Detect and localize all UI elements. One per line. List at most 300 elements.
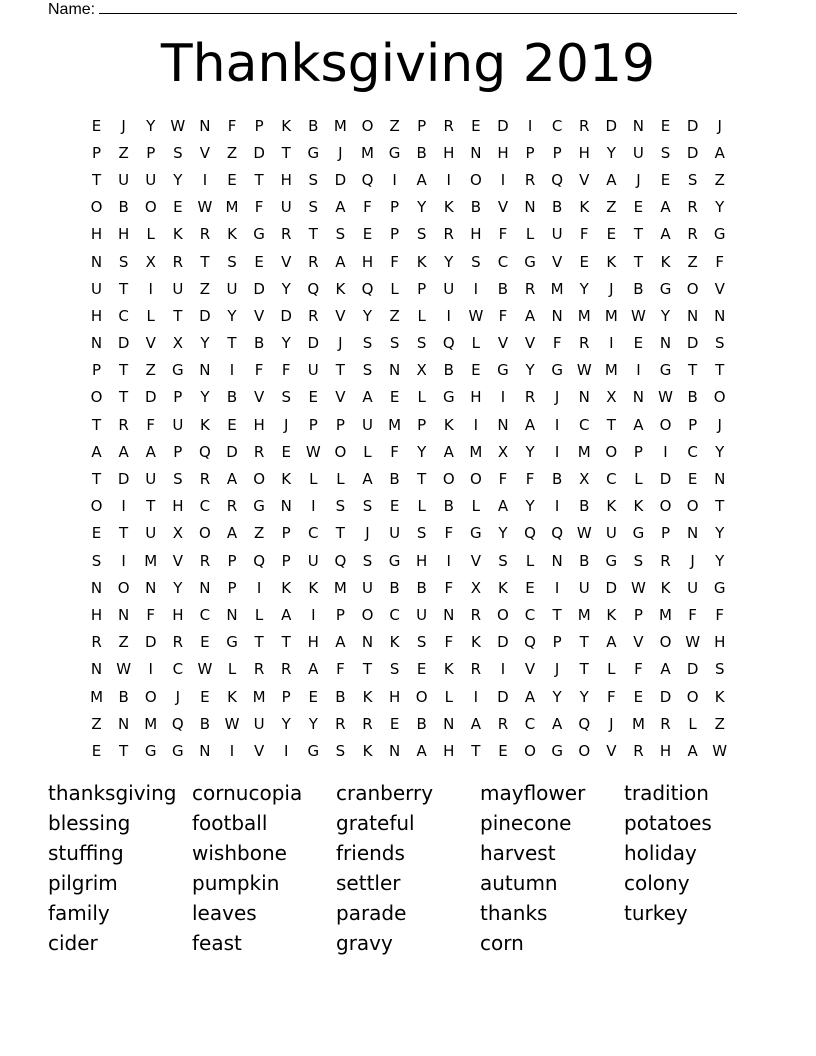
grid-letter[interactable]: V [253,306,265,325]
grid-letter[interactable]: Z [226,143,238,162]
grid-letter[interactable]: Y [173,170,183,189]
grid-letter[interactable]: S [416,633,427,652]
grid-letter[interactable]: M [144,714,158,733]
grid-letter[interactable]: S [362,551,373,570]
grid-letter[interactable]: D [117,334,130,353]
grid-letter[interactable]: Q [253,551,266,570]
grid-letter[interactable]: R [199,225,211,244]
grid-letter[interactable]: G [713,578,726,597]
grid-letter[interactable]: Y [362,306,373,325]
grid-letter[interactable]: J [554,388,560,407]
grid-letter[interactable]: N [470,143,482,162]
grid-letter[interactable]: R [687,198,698,217]
grid-letter[interactable]: E [687,470,698,489]
grid-letter[interactable]: T [281,633,291,652]
grid-letter[interactable]: A [524,306,536,325]
grid-letter[interactable]: B [497,279,509,298]
grid-letter[interactable]: B [551,470,563,489]
grid-letter[interactable]: U [605,524,617,543]
grid-letter[interactable]: V [524,660,536,679]
grid-letter[interactable]: J [690,551,695,570]
grid-letter[interactable]: D [334,170,347,189]
grid-letter[interactable]: R [172,633,184,652]
grid-letter[interactable]: U [578,578,590,597]
grid-letter[interactable]: N [388,741,401,760]
grid-letter[interactable]: D [226,442,238,461]
grid-letter[interactable]: T [715,361,725,380]
grid-letter[interactable]: C [497,252,509,271]
grid-letter[interactable]: K [308,578,319,597]
grid-letter[interactable]: P [227,578,237,597]
grid-letter[interactable]: L [688,714,697,733]
grid-letter[interactable]: T [606,415,616,434]
grid-letter[interactable]: B [335,687,346,706]
grid-letter[interactable]: N [714,470,726,489]
grid-letter[interactable]: R [118,415,129,434]
grid-letter[interactable]: M [577,306,591,325]
grid-letter[interactable]: H [361,252,374,271]
grid-letter[interactable]: R [172,252,184,271]
grid-letter[interactable]: O [334,442,347,461]
grid-letter[interactable]: J [338,143,343,162]
grid-letter[interactable]: H [90,605,103,624]
grid-letter[interactable]: O [497,605,509,624]
grid-letter[interactable]: T [119,388,129,407]
grid-letter[interactable]: S [416,225,427,244]
grid-letter[interactable]: M [252,687,266,706]
grid-letter[interactable]: N [90,334,103,353]
grid-letter[interactable]: X [470,578,481,597]
grid-letter[interactable]: Y [308,714,318,733]
grid-letter[interactable]: D [497,633,509,652]
grid-letter[interactable]: B [253,334,265,353]
grid-letter[interactable]: K [660,252,671,271]
grid-letter[interactable]: F [552,334,562,353]
grid-letter[interactable]: F [254,361,264,380]
grid-letter[interactable]: E [471,116,481,135]
grid-letter[interactable]: O [144,198,157,217]
grid-letter[interactable]: F [444,633,454,652]
grid-letter[interactable]: N [551,306,563,325]
grid-letter[interactable]: G [226,633,238,652]
name-field[interactable] [48,0,737,19]
grid-letter[interactable]: N [686,524,699,543]
grid-letter[interactable]: I [663,442,668,461]
grid-letter[interactable]: A [606,170,617,189]
grid-letter[interactable]: G [524,252,536,271]
grid-letter[interactable]: H [659,741,672,760]
grid-letter[interactable]: O [659,415,672,434]
grid-letter[interactable]: I [392,170,397,189]
grid-letter[interactable]: I [500,388,506,407]
grid-letter[interactable]: S [362,497,373,516]
grid-letter[interactable]: D [686,143,699,162]
grid-letter[interactable]: U [118,170,130,189]
grid-letter[interactable]: F [498,470,508,489]
grid-letter[interactable]: Y [525,361,535,380]
grid-letter[interactable]: V [524,334,536,353]
grid-letter[interactable]: X [497,442,509,461]
grid-letter[interactable]: Y [525,497,535,516]
grid-letter[interactable]: Y [579,279,589,298]
grid-letter[interactable]: L [471,497,481,516]
grid-letter[interactable]: A [524,415,536,434]
grid-letter[interactable]: N [199,361,211,380]
grid-letter[interactable]: W [712,741,728,760]
grid-letter[interactable]: H [90,225,103,244]
grid-letter[interactable]: T [254,170,264,189]
grid-letter[interactable]: H [118,225,130,244]
grid-letter[interactable]: K [362,741,373,760]
grid-letter[interactable]: O [713,388,726,407]
grid-letter[interactable]: L [525,225,535,244]
grid-letter[interactable]: I [229,741,235,760]
grid-letter[interactable]: U [416,605,428,624]
grid-letter[interactable]: A [335,198,346,217]
grid-letter[interactable]: P [417,415,427,434]
grid-letter[interactable]: E [227,170,237,189]
grid-letter[interactable]: I [446,306,451,325]
grid-letter[interactable]: E [389,497,400,516]
grid-letter[interactable]: H [90,306,103,325]
grid-letter[interactable]: N [632,116,645,135]
grid-letter[interactable]: P [525,143,535,162]
grid-letter[interactable]: V [579,170,590,189]
grid-letter[interactable]: C [524,605,536,624]
grid-letter[interactable]: R [660,714,671,733]
grid-letter[interactable]: I [473,687,479,706]
grid-letter[interactable]: V [470,551,481,570]
grid-letter[interactable]: X [416,361,427,380]
grid-letter[interactable]: R [579,334,590,353]
grid-letter[interactable]: F [579,225,589,244]
grid-letter[interactable]: I [202,170,208,189]
grid-letter[interactable]: Y [444,252,454,271]
grid-letter[interactable]: G [253,225,265,244]
grid-letter[interactable]: R [280,660,292,679]
grid-letter[interactable]: R [253,442,265,461]
grid-letter[interactable]: I [256,578,262,597]
grid-letter[interactable]: B [389,470,400,489]
grid-letter[interactable]: D [686,334,699,353]
grid-letter[interactable]: O [199,524,211,543]
grid-letter[interactable]: W [576,361,592,380]
grid-letter[interactable]: O [605,442,618,461]
grid-letter[interactable]: V [714,279,725,298]
grid-letter[interactable]: D [497,116,509,135]
grid-letter[interactable]: O [415,687,428,706]
grid-letter[interactable]: K [498,578,508,597]
grid-letter[interactable]: K [443,415,454,434]
grid-letter[interactable]: T [200,252,210,271]
grid-letter[interactable]: R [308,252,319,271]
grid-letter[interactable]: K [660,578,671,597]
grid-letter[interactable]: I [311,605,316,624]
grid-letter[interactable]: U [687,578,699,597]
grid-letter[interactable]: K [362,687,373,706]
grid-letter[interactable]: V [497,198,509,217]
grid-letter[interactable]: M [333,578,347,597]
grid-letter[interactable]: Z [145,361,156,380]
grid-letter[interactable]: G [307,741,320,760]
grid-letter[interactable]: L [336,470,345,489]
grid-letter[interactable]: S [308,170,319,189]
grid-letter[interactable]: V [145,334,156,353]
grid-letter[interactable]: D [280,306,292,325]
grid-letter[interactable]: F [146,605,156,624]
grid-letter[interactable]: P [688,415,698,434]
grid-letter[interactable]: N [199,741,211,760]
grid-letter[interactable]: T [281,143,291,162]
grid-letter[interactable]: P [335,415,345,434]
grid-letter[interactable]: O [578,741,591,760]
grid-letter[interactable]: A [660,660,671,679]
grid-letter[interactable]: F [146,415,156,434]
grid-letter[interactable]: A [362,470,373,489]
grid-letter[interactable]: D [307,334,320,353]
grid-letter[interactable]: N [714,306,726,325]
name-underline[interactable] [99,0,737,14]
grid-letter[interactable]: P [633,605,643,624]
grid-letter[interactable]: U [307,361,319,380]
grid-letter[interactable]: A [335,633,346,652]
grid-letter[interactable]: Z [606,198,617,217]
grid-letter[interactable]: J [365,524,370,543]
grid-letter[interactable]: W [170,116,186,135]
grid-letter[interactable]: R [497,714,509,733]
grid-letter[interactable]: Z [687,252,698,271]
grid-letter[interactable]: E [91,116,102,135]
grid-letter[interactable]: A [552,714,563,733]
grid-letter[interactable]: R [687,225,698,244]
grid-letter[interactable]: A [687,741,698,760]
grid-letter[interactable]: U [389,524,401,543]
grid-letter[interactable]: K [172,225,183,244]
grid-letter[interactable]: T [579,660,589,679]
grid-letter[interactable]: N [497,415,509,434]
grid-letter[interactable]: P [390,198,400,217]
grid-letter[interactable]: E [308,388,319,407]
grid-letter[interactable]: N [280,497,292,516]
grid-letter[interactable]: X [172,334,183,353]
grid-letter[interactable]: J [717,415,722,434]
grid-letter[interactable]: A [606,633,617,652]
grid-letter[interactable]: P [390,225,400,244]
grid-letter[interactable]: Q [524,633,536,652]
grid-letter[interactable]: N [199,578,211,597]
grid-letter[interactable]: P [173,388,183,407]
grid-letter[interactable]: T [715,497,725,516]
grid-letter[interactable]: J [609,714,614,733]
grid-letter[interactable]: R [579,116,590,135]
grid-letter[interactable]: O [253,470,266,489]
grid-letter[interactable]: Y [525,442,535,461]
grid-letter[interactable]: A [118,442,129,461]
grid-letter[interactable]: G [713,225,726,244]
grid-letter[interactable]: Y [552,687,562,706]
grid-letter[interactable]: S [389,334,400,353]
grid-letter[interactable]: M [469,442,483,461]
grid-letter[interactable]: Y [579,687,589,706]
grid-letter[interactable]: C [199,497,211,516]
grid-letter[interactable]: P [173,442,183,461]
grid-letter[interactable]: S [416,524,427,543]
grid-letter[interactable]: P [92,143,102,162]
grid-letter[interactable]: P [92,361,102,380]
grid-letter[interactable]: M [604,361,618,380]
grid-letter[interactable]: W [116,660,132,679]
grid-letter[interactable]: C [606,470,617,489]
grid-letter[interactable]: X [172,524,183,543]
grid-letter[interactable]: M [225,198,239,217]
grid-letter[interactable]: I [148,279,153,298]
grid-letter[interactable]: H [443,741,455,760]
grid-letter[interactable]: E [389,714,400,733]
grid-letter[interactable]: A [470,714,481,733]
grid-letter[interactable]: I [446,551,451,570]
grid-letter[interactable]: T [417,470,427,489]
grid-letter[interactable]: A [416,741,427,760]
grid-letter[interactable]: U [172,415,184,434]
grid-letter[interactable]: Y [173,578,183,597]
grid-letter[interactable]: R [280,225,292,244]
grid-letter[interactable]: R [362,714,373,733]
grid-letter[interactable]: N [686,306,699,325]
grid-letter[interactable]: D [605,578,618,597]
grid-letter[interactable]: Y [227,306,237,325]
grid-letter[interactable]: G [605,551,618,570]
grid-letter[interactable]: Y [281,334,291,353]
grid-letter[interactable]: Q [551,170,564,189]
grid-letter[interactable]: A [443,442,454,461]
grid-letter[interactable]: S [362,361,373,380]
grid-letter[interactable]: S [362,334,373,353]
grid-letter[interactable]: I [311,497,316,516]
grid-letter[interactable]: A [335,252,346,271]
grid-letter[interactable]: G [551,361,563,380]
grid-letter[interactable]: I [527,116,533,135]
grid-letter[interactable]: W [224,714,240,733]
grid-letter[interactable]: O [686,687,699,706]
grid-letter[interactable]: F [227,116,237,135]
grid-letter[interactable]: H [470,225,482,244]
grid-letter[interactable]: T [471,741,481,760]
grid-letter[interactable]: P [308,415,318,434]
grid-letter[interactable]: O [686,279,699,298]
grid-letter[interactable]: U [443,279,455,298]
grid-letter[interactable]: T [119,361,129,380]
grid-letter[interactable]: O [469,470,482,489]
grid-letter[interactable]: W [631,578,646,597]
grid-letter[interactable]: Y [606,143,616,162]
grid-letter[interactable]: D [497,687,509,706]
grid-letter[interactable]: F [634,660,643,679]
grid-letter[interactable]: T [91,415,102,434]
grid-letter[interactable]: A [497,497,509,516]
grid-letter[interactable]: A [362,388,373,407]
grid-letter[interactable]: O [361,605,374,624]
grid-letter[interactable]: N [551,551,563,570]
grid-letter[interactable]: O [469,170,482,189]
grid-letter[interactable]: G [551,741,563,760]
grid-letter[interactable]: F [498,225,508,244]
grid-letter[interactable]: S [714,660,725,679]
grid-letter[interactable]: I [148,660,153,679]
grid-letter[interactable]: P [146,143,156,162]
grid-letter[interactable]: V [253,741,265,760]
grid-letter[interactable]: Y [200,388,210,407]
grid-letter[interactable]: D [659,687,672,706]
grid-letter[interactable]: E [416,660,427,679]
grid-letter[interactable]: D [253,143,265,162]
grid-letter[interactable]: U [253,714,265,733]
grid-letter[interactable]: J [338,334,343,353]
grid-letter[interactable]: T [227,334,237,353]
grid-letter[interactable]: Y [417,198,427,217]
grid-letter[interactable]: H [470,388,482,407]
grid-letter[interactable]: Y [146,116,156,135]
grid-letter[interactable]: L [227,660,237,679]
grid-letter[interactable]: I [283,741,289,760]
grid-letter[interactable]: B [443,497,454,516]
grid-letter[interactable]: V [253,388,265,407]
grid-letter[interactable]: G [470,524,482,543]
grid-letter[interactable]: U [145,170,157,189]
grid-letter[interactable]: W [576,524,592,543]
grid-letter[interactable]: G [307,143,320,162]
grid-letter[interactable]: Q [361,279,374,298]
grid-letter[interactable]: V [633,633,644,652]
grid-letter[interactable]: M [388,415,402,434]
grid-letter[interactable]: K [227,687,237,706]
grid-letter[interactable]: T [552,605,562,624]
grid-letter[interactable]: F [444,524,454,543]
grid-letter[interactable]: A [660,198,671,217]
grid-letter[interactable]: H [253,415,265,434]
grid-letter[interactable]: P [552,633,562,652]
grid-letter[interactable]: M [90,687,104,706]
grid-letter[interactable]: O [659,497,672,516]
grid-letter[interactable]: K [200,415,210,434]
grid-letter[interactable]: P [281,687,291,706]
grid-letter[interactable]: Z [199,279,211,298]
grid-letter[interactable]: K [579,198,590,217]
grid-letter[interactable]: V [606,741,617,760]
grid-letter[interactable]: M [659,605,672,624]
grid-letter[interactable]: I [121,551,126,570]
grid-letter[interactable]: G [659,361,672,380]
grid-letter[interactable]: T [119,279,129,298]
grid-letter[interactable]: D [199,306,211,325]
grid-letter[interactable]: B [579,497,590,516]
grid-letter[interactable]: O [90,198,103,217]
grid-letter[interactable]: H [578,143,590,162]
grid-letter[interactable]: U [91,279,103,298]
grid-letter[interactable]: I [554,442,560,461]
grid-letter[interactable]: B [416,143,427,162]
grid-letter[interactable]: K [606,252,617,271]
grid-letter[interactable]: E [200,687,210,706]
grid-letter[interactable]: J [636,170,641,189]
grid-letter[interactable]: I [446,170,451,189]
grid-letter[interactable]: B [226,388,238,407]
grid-letter[interactable]: Z [118,633,129,652]
grid-letter[interactable]: N [145,578,157,597]
grid-letter[interactable]: K [443,198,454,217]
grid-letter[interactable]: L [417,388,426,407]
grid-letter[interactable]: G [253,497,265,516]
grid-letter[interactable]: Y [715,442,725,461]
